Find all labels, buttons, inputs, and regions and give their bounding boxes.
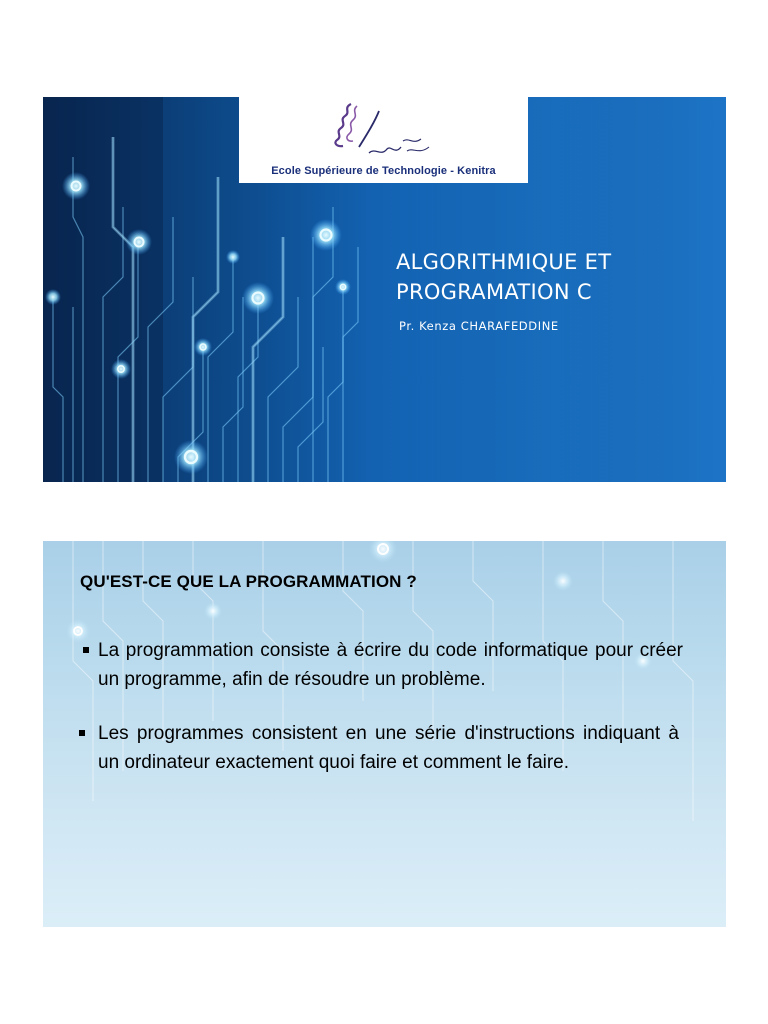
square-bullet-icon: [79, 730, 85, 736]
course-title: [396, 247, 696, 307]
school-name: Ecole Supérieure de Technologie - Kenitra: [271, 165, 496, 177]
bullet-item: [79, 719, 679, 777]
bullet-text: La programmation consiste à écrire du code informatique pour créer un programme, afin de résoudre un problème.: [98, 640, 683, 690]
slide-heading: QU'EST-CE QUE LA PROGRAMMATION ?: [80, 572, 417, 591]
square-bullet-icon: [83, 647, 89, 653]
title-slide: [43, 97, 726, 482]
course-title-line-2: PROGRAMATION C: [396, 280, 592, 304]
university-emblem-icon: [329, 101, 439, 163]
course-title-line-1: ALGORITHMIQUE ET: [396, 250, 612, 274]
school-logo: [239, 97, 528, 183]
bullet-text: Les programmes consistent en une série d'instructions indiquant à un ordinateur exactement quoi faire et comment le faire.: [98, 723, 679, 773]
author-name: Pr. Kenza CHARAFEDDINE: [399, 319, 559, 333]
content-slide: [43, 541, 726, 927]
bullet-item: [83, 636, 683, 694]
